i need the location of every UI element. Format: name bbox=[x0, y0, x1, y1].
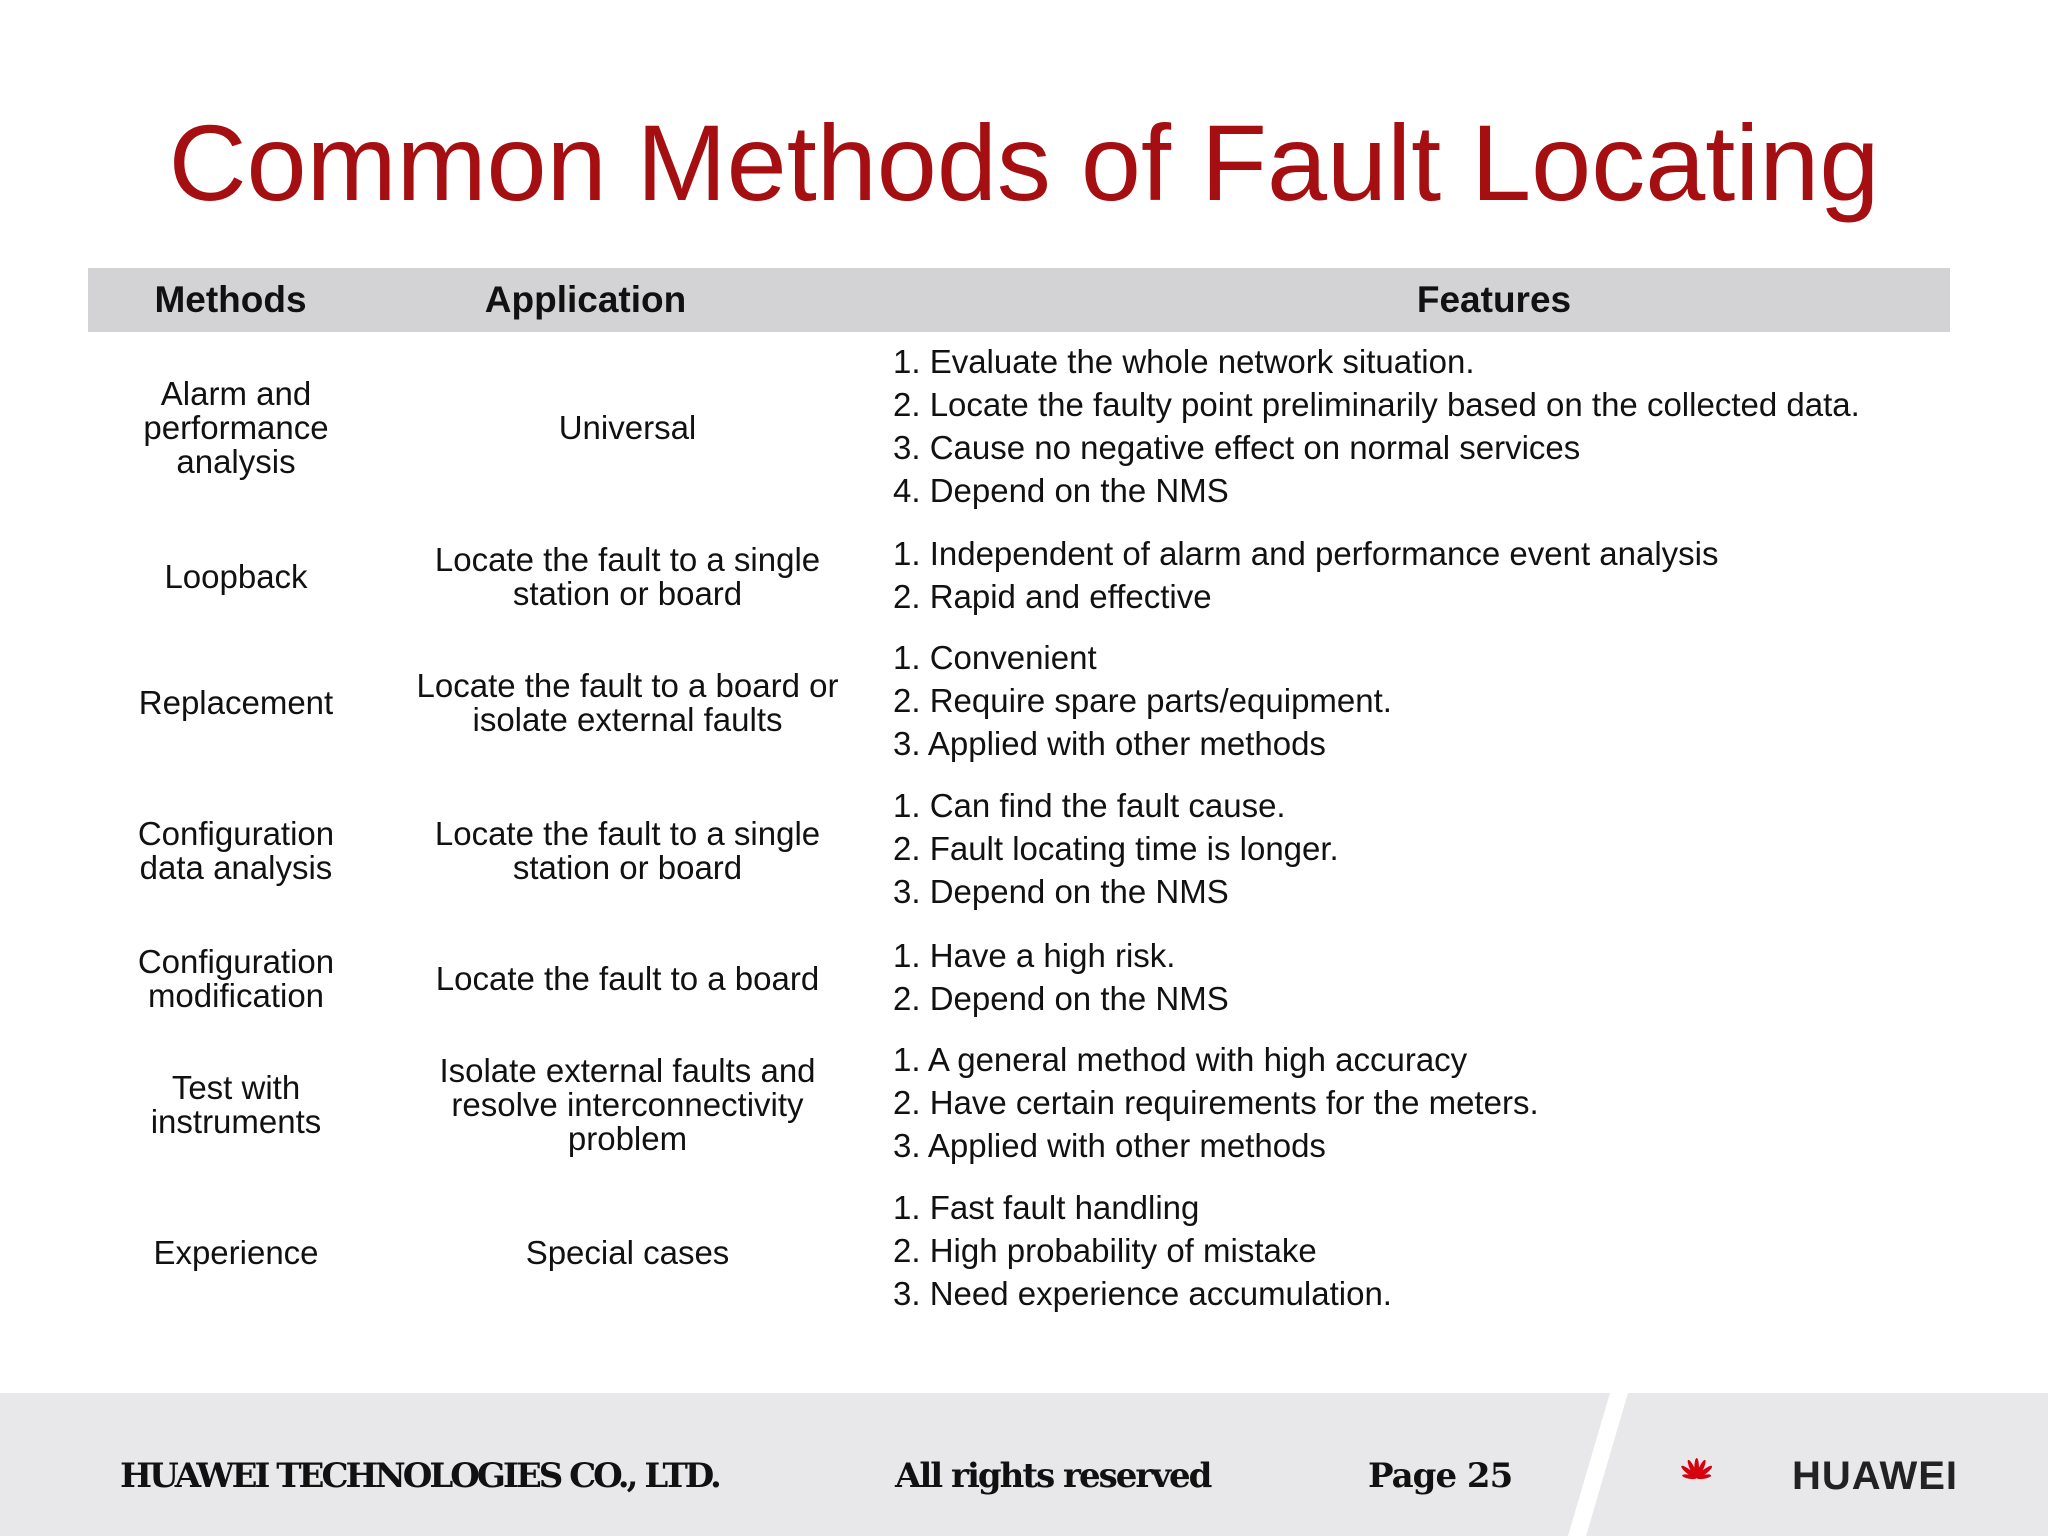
feature-item: 4. Depend on the NMS bbox=[893, 472, 1229, 509]
features-cell bbox=[893, 784, 1993, 913]
feature-item: 1. Fast fault handling bbox=[893, 1189, 1200, 1226]
features-cell bbox=[893, 1038, 1993, 1167]
features-cell bbox=[893, 1186, 1993, 1315]
feature-item: 2. High probability of mistake bbox=[893, 1232, 1317, 1269]
table-row bbox=[0, 934, 2048, 1024]
feature-item: 3. Need experience accumulation. bbox=[893, 1275, 1392, 1312]
table-row bbox=[0, 636, 2048, 770]
footer-divider bbox=[1568, 1393, 1628, 1536]
features-cell bbox=[893, 636, 1993, 765]
application-cell: Locate the fault to a single station or board bbox=[434, 541, 821, 612]
header-application: Application bbox=[484, 279, 687, 320]
feature-item: 1. Have a high risk. bbox=[893, 937, 1176, 974]
feature-item: 3. Cause no negative effect on normal services bbox=[893, 429, 1581, 466]
feature-item: 1. Independent of alarm and performance event analysis bbox=[893, 535, 1719, 572]
feature-item: 2. Fault locating time is longer. bbox=[893, 830, 1339, 867]
features-cell bbox=[893, 340, 1993, 512]
table-row bbox=[0, 340, 2048, 516]
feature-item: 1. Evaluate the whole network situation. bbox=[893, 343, 1475, 380]
page-number: Page 25 bbox=[1368, 1456, 1513, 1496]
huawei-logo-icon bbox=[1680, 1428, 1780, 1508]
method-cell: Loopback bbox=[164, 558, 308, 595]
header-methods: Methods bbox=[154, 279, 307, 320]
application-cell: Isolate external faults and resolve interconnectivity problem bbox=[439, 1052, 816, 1157]
features-cell bbox=[893, 532, 1993, 618]
feature-item: 2. Locate the faulty point preliminarily based on the collected data. bbox=[893, 386, 1860, 423]
method-cell: Replacement bbox=[138, 684, 334, 721]
application-cell: Locate the fault to a board or isolate external faults bbox=[416, 667, 839, 738]
feature-item: 3. Applied with other methods bbox=[893, 725, 1326, 762]
table-row bbox=[0, 784, 2048, 918]
application-cell: Locate the fault to a single station or board bbox=[434, 815, 821, 886]
features-cell bbox=[893, 934, 1993, 1020]
feature-item: 2. Depend on the NMS bbox=[893, 980, 1229, 1017]
feature-item: 3. Depend on the NMS bbox=[893, 873, 1229, 910]
application-cell: Universal bbox=[558, 409, 697, 446]
feature-item: 1. Convenient bbox=[893, 639, 1097, 676]
method-cell: Test with instruments bbox=[150, 1069, 322, 1140]
feature-item: 2. Rapid and effective bbox=[893, 578, 1212, 615]
feature-item: 1. Can find the fault cause. bbox=[893, 787, 1286, 824]
table-header bbox=[88, 268, 1950, 332]
feature-item: 2. Require spare parts/equipment. bbox=[893, 682, 1392, 719]
header-features: Features bbox=[1416, 279, 1572, 320]
method-cell: Configuration data analysis bbox=[137, 815, 335, 886]
table-row bbox=[0, 1038, 2048, 1172]
feature-item: 2. Have certain requirements for the meters. bbox=[893, 1084, 1539, 1121]
method-cell: Experience bbox=[153, 1234, 319, 1271]
application-cell: Locate the fault to a board bbox=[435, 960, 820, 997]
method-cell: Configuration modification bbox=[137, 943, 335, 1014]
footer-rights: All rights reserved bbox=[895, 1456, 1211, 1496]
application-cell: Special cases bbox=[525, 1234, 730, 1271]
feature-item: 1. A general method with high accuracy bbox=[893, 1041, 1468, 1078]
page-title: Common Methods of Fault Locating bbox=[168, 102, 1880, 223]
feature-item: 3. Applied with other methods bbox=[893, 1127, 1326, 1164]
huawei-logo-text: HUAWEI bbox=[1792, 1454, 1958, 1498]
table-row bbox=[0, 1186, 2048, 1320]
footer-company: HUAWEI TECHNOLOGIES CO., LTD. bbox=[120, 1456, 719, 1496]
table-row bbox=[0, 532, 2048, 622]
method-cell: Alarm and performance analysis bbox=[143, 375, 329, 480]
